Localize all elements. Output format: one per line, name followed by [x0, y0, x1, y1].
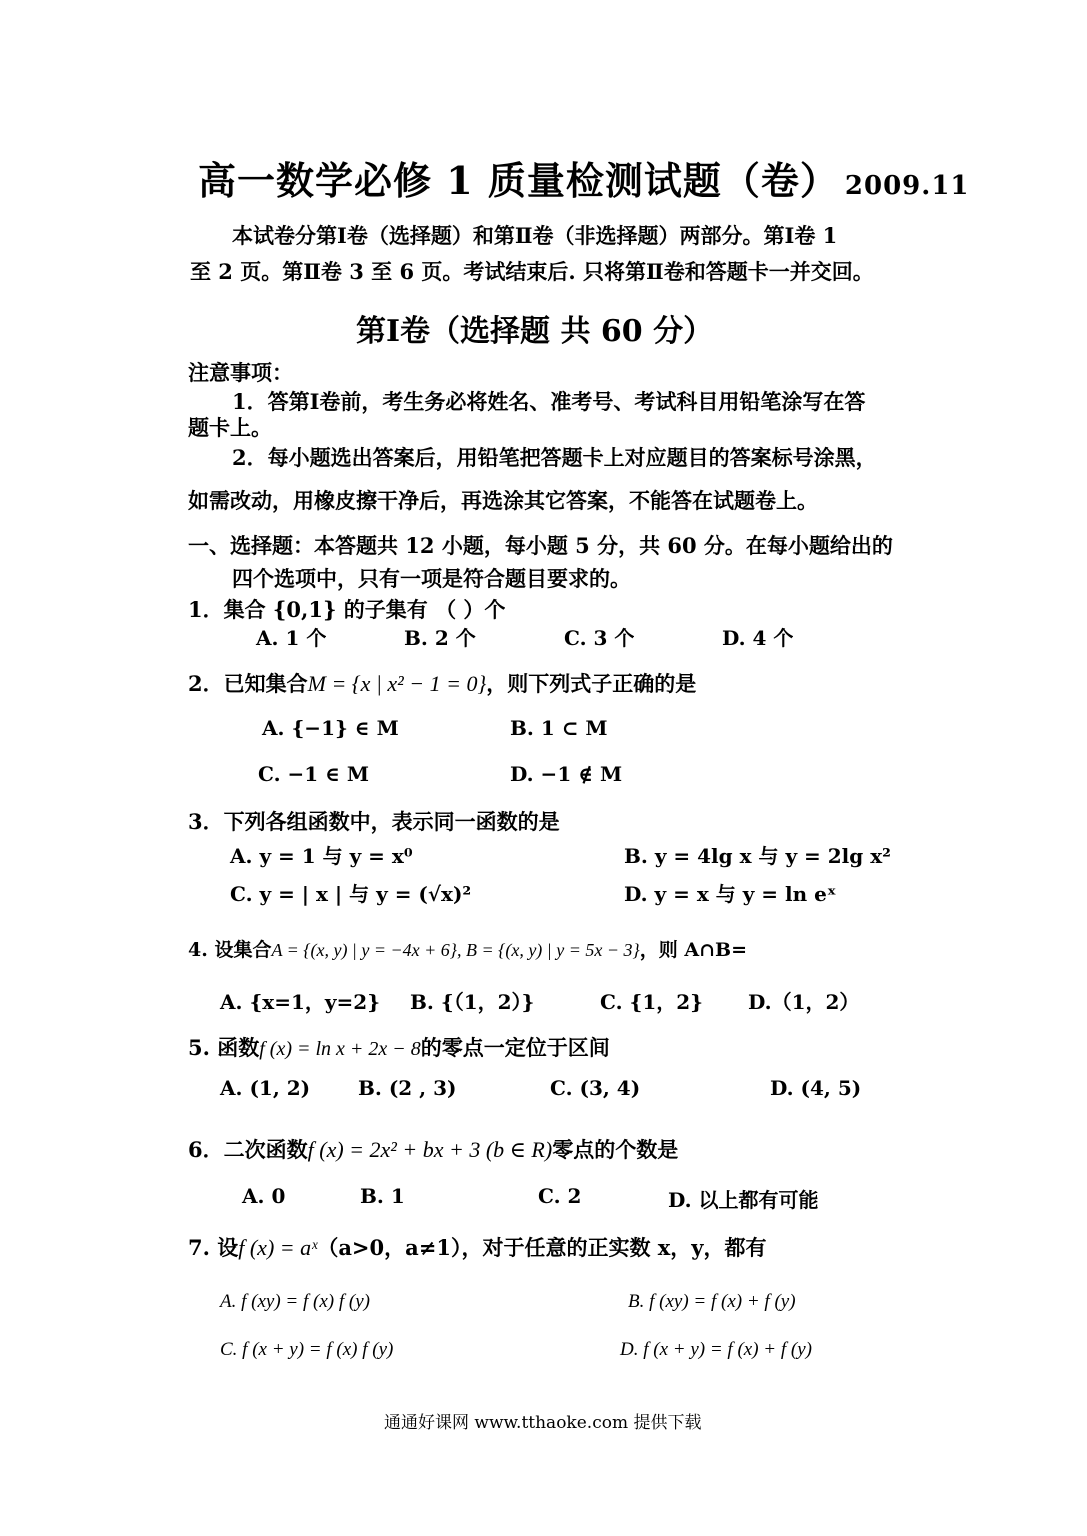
q4-option-a: A. {x=1，y=2} — [220, 990, 381, 1014]
q2-stem-math: M = {x | x² − 1 = 0} — [307, 671, 487, 696]
q3-option-d: D. y = x 与 y = ln eˣ — [624, 882, 837, 906]
q4-stem-pre: 4. 设集合 — [188, 939, 272, 961]
note-2-line-1: 2．每小题选出答案后，用铅笔把答题卡上对应题目的答案标号涂黑， — [232, 445, 877, 470]
q3-option-b: B. y = 4lg x 与 y = 2lg x² — [624, 844, 891, 868]
q7-option-c: C. f (x + y) = f (x) f (y) — [220, 1339, 394, 1360]
q1-option-c: C. 3 个 — [564, 626, 635, 650]
q7-stem-pre: 7. 设 — [188, 1235, 239, 1260]
q4-stem-math: A = {(x, y) | y = −4x + 6}, B = {(x, y) | y = 5x − 3} — [271, 940, 640, 960]
q6-stem-pre: 6．二次函数 — [188, 1137, 308, 1162]
q7-option-d: D. f (x + y) = f (x) + f (y) — [620, 1339, 812, 1360]
q6-stem — [188, 1134, 678, 1164]
q4-option-c: C. {1，2} — [600, 990, 704, 1014]
q1-option-d: D. 4 个 — [722, 626, 794, 650]
q6-option-c: C. 2 — [538, 1184, 582, 1208]
q7-option-b: B. f (xy) = f (x) + f (y) — [628, 1291, 796, 1312]
q6-option-b: B. 1 — [360, 1184, 405, 1208]
footer-credit: 通通好课网 www.tthaoke.com 提供下载 — [384, 1413, 702, 1433]
q5-option-b: B. (2 , 3) — [358, 1076, 457, 1100]
q5-stem-post: 的零点一定位于区间 — [420, 1035, 610, 1060]
q2-option-b: B. 1 ⊂ M — [510, 716, 608, 740]
q7-option-a: A. f (xy) = f (x) f (y) — [220, 1291, 370, 1312]
note-1-line-1: 1．答第Ⅰ卷前，考生务必将姓名、准考号、考试科目用铅笔涂写在答 — [232, 389, 866, 414]
section-heading: 第Ⅰ卷（选择题 共 60 分） — [356, 314, 714, 349]
q5-option-c: C. (3, 4) — [550, 1076, 641, 1100]
q3-option-c: C. y = | x | 与 y = (√x)² — [230, 882, 472, 906]
q2-stem — [188, 668, 696, 698]
q7-stem-math: f (x) = aˣ — [238, 1235, 318, 1260]
notes-label: 注意事项： — [188, 360, 293, 385]
q2-stem-post: ，则下列式子正确的是 — [486, 671, 697, 696]
q3-stem: 3．下列各组函数中，表示同一函数的是 — [188, 809, 560, 834]
q5-stem — [188, 1032, 610, 1062]
q4-option-d: D.（1，2） — [748, 990, 860, 1014]
page-title — [198, 150, 970, 205]
q3-option-a: A. y = 1 与 y = x⁰ — [230, 844, 413, 868]
intro-line-1: 本试卷分第Ⅰ卷（选择题）和第Ⅱ卷（非选择题）两部分。第Ⅰ卷 1 — [232, 223, 838, 248]
part1-line-2: 四个选项中，只有一项是符合题目要求的。 — [232, 566, 631, 591]
q5-option-a: A. (1, 2) — [220, 1076, 311, 1100]
q1-option-a: A. 1 个 — [256, 626, 327, 650]
q5-option-d: D. (4, 5) — [770, 1076, 862, 1100]
q4-stem-post: ，则 A∩B= — [639, 939, 747, 961]
part1-line-1: 一、选择题：本答题共 12 小题，每小题 5 分，共 60 分。在每小题给出的 — [188, 533, 893, 558]
intro-line-2: 至 2 页。第Ⅱ卷 3 至 6 页。考试结束后. 只将第Ⅱ卷和答题卡一并交回。 — [190, 259, 874, 284]
q2-option-a: A. {−1} ∈ M — [262, 716, 399, 740]
title-text: 高一数学必修 1 质量检测试题（卷） — [198, 158, 839, 203]
q6-option-d: D. 以上都有可能 — [668, 1188, 819, 1212]
note-1-line-2: 题卡上。 — [188, 415, 272, 440]
q6-option-a: A. 0 — [242, 1184, 286, 1208]
q1-option-b: B. 2 个 — [404, 626, 476, 650]
q5-stem-math: f (x) = ln x + 2x − 8 — [259, 1038, 421, 1060]
q6-stem-post: 零点的个数是 — [552, 1137, 679, 1162]
q4-option-b: B. {（1，2）} — [410, 990, 535, 1014]
q2-option-d: D. −1 ∉ M — [510, 762, 623, 786]
note-2-line-2: 如需改动，用橡皮擦干净后，再选涂其它答案，不能答在试题卷上。 — [188, 488, 818, 513]
q7-stem-post: （a>0，a≠1），对于任意的正实数 x，y，都有 — [317, 1235, 767, 1260]
q5-stem-pre: 5. 函数 — [188, 1035, 260, 1060]
q1-stem: 1．集合 {0,1} 的子集有 （ ）个 — [188, 597, 506, 622]
q6-stem-math: f (x) = 2x² + bx + 3 (b ∈ R) — [307, 1137, 553, 1162]
title-date: 2009.11 — [844, 171, 970, 201]
q2-stem-pre: 2．已知集合 — [188, 671, 308, 696]
q7-stem — [188, 1232, 767, 1262]
q2-option-c: C. −1 ∈ M — [258, 762, 370, 786]
q4-stem — [188, 935, 747, 962]
